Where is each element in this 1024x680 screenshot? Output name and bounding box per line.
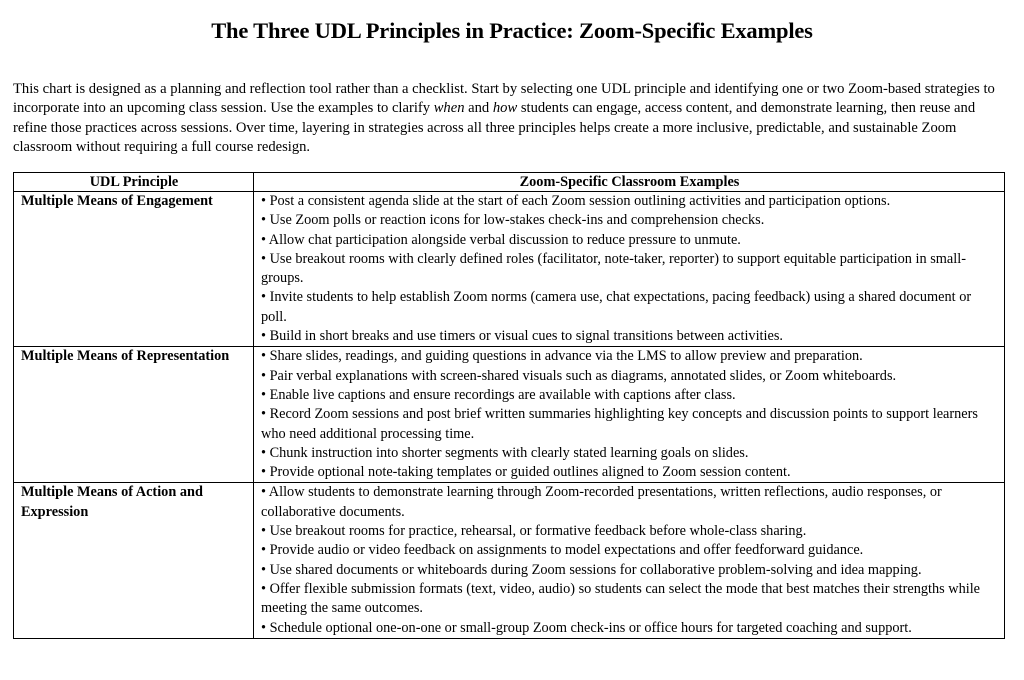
header-zoom-examples: Zoom-Specific Classroom Examples bbox=[254, 173, 1005, 192]
principle-engagement: Multiple Means of Engagement bbox=[14, 192, 254, 347]
udl-principles-table bbox=[13, 172, 1005, 639]
examples-representation bbox=[254, 347, 1005, 483]
list-item: • Record Zoom sessions and post brief written summaries highlighting key concepts and discussion points to support learners who need additional processing time. bbox=[261, 406, 978, 442]
intro-paragraph bbox=[13, 80, 1008, 157]
principle-representation: Multiple Means of Representation bbox=[14, 347, 254, 483]
list-item: • Build in short breaks and use timers or visual cues to signal transitions between activities. bbox=[261, 328, 783, 345]
list-item: • Invite students to help establish Zoom norms (camera use, chat expectations, pacing feedback) using a shared document or poll. bbox=[261, 289, 972, 325]
list-item: • Use shared documents or whiteboards during Zoom sessions for collaborative problem-solving and idea mapping. bbox=[261, 561, 922, 578]
list-item: • Share slides, readings, and guiding questions in advance via the LMS to allow preview and preparation. bbox=[261, 348, 863, 365]
list-item: • Allow students to demonstrate learning through Zoom-recorded presentations, written reflections, audio responses, or collaborative documents. bbox=[261, 484, 942, 520]
header-udl-principle: UDL Principle bbox=[14, 173, 254, 192]
examples-engagement bbox=[254, 192, 1005, 347]
table-row-engagement bbox=[14, 192, 1005, 347]
page-title: The Three UDL Principles in Practice: Zoom-Specific Examples bbox=[211, 18, 813, 43]
list-item: • Post a consistent agenda slide at the start of each Zoom session outlining activities and participation options. bbox=[261, 193, 891, 209]
list-item: • Provide optional note-taking templates or guided outlines aligned to Zoom session content. bbox=[261, 464, 791, 481]
intro-text-3: students can engage, access content, and demonstrate learning, then reuse and refine those practices across sessions. Over time, layering in strategies across all three principles helps create a more inclusive, predictable, and sustainable Zoom classroom without requiring a full course redesign. bbox=[13, 100, 976, 155]
list-item: • Allow chat participation alongside verbal discussion to reduce pressure to unmute. bbox=[261, 231, 741, 248]
list-item: • Offer flexible submission formats (text, video, audio) so students can select the mode that best matches their strengths while meeting the same outcomes. bbox=[261, 580, 981, 617]
table-row-representation bbox=[14, 347, 1005, 483]
list-item: • Enable live captions and ensure recordings are available with captions after class. bbox=[261, 386, 736, 403]
table-row-action-expression bbox=[14, 483, 1005, 638]
list-item: • Provide audio or video feedback on assignments to model expectations and offer feedforward guidance. bbox=[261, 542, 864, 559]
list-item: • Schedule optional one-on-one or small-group Zoom check-ins or office hours for targeted coaching and support. bbox=[261, 619, 912, 636]
intro-text-2: and bbox=[464, 100, 493, 117]
intro-emphasis-how: how bbox=[492, 100, 518, 117]
intro-emphasis-when: when bbox=[433, 100, 465, 117]
table-header-row bbox=[14, 173, 1005, 192]
examples-action-expression bbox=[254, 483, 1005, 638]
list-item: • Use breakout rooms with clearly defined roles (facilitator, note-taker, reporter) to support equitable participation in small-groups. bbox=[261, 250, 966, 287]
list-item: • Use breakout rooms for practice, rehearsal, or formative feedback before whole-class sharing. bbox=[261, 523, 807, 540]
list-item: • Use Zoom polls or reaction icons for low-stakes check-ins and comprehension checks. bbox=[261, 212, 765, 229]
list-item: • Chunk instruction into shorter segments with clearly stated learning goals on slides. bbox=[261, 444, 749, 461]
list-item: • Pair verbal explanations with screen-shared visuals such as diagrams, annotated slides, or Zoom whiteboards. bbox=[261, 367, 897, 384]
principle-action-expression: Multiple Means of Action and Expression bbox=[14, 483, 254, 638]
intro-text-1: This chart is designed as a planning and reflection tool rather than a checklist. Start by selecting one UDL principle and identifying one or two Zoom-based strategies to incorporate into an upcoming class session. Use the examples to clarify bbox=[13, 81, 995, 117]
